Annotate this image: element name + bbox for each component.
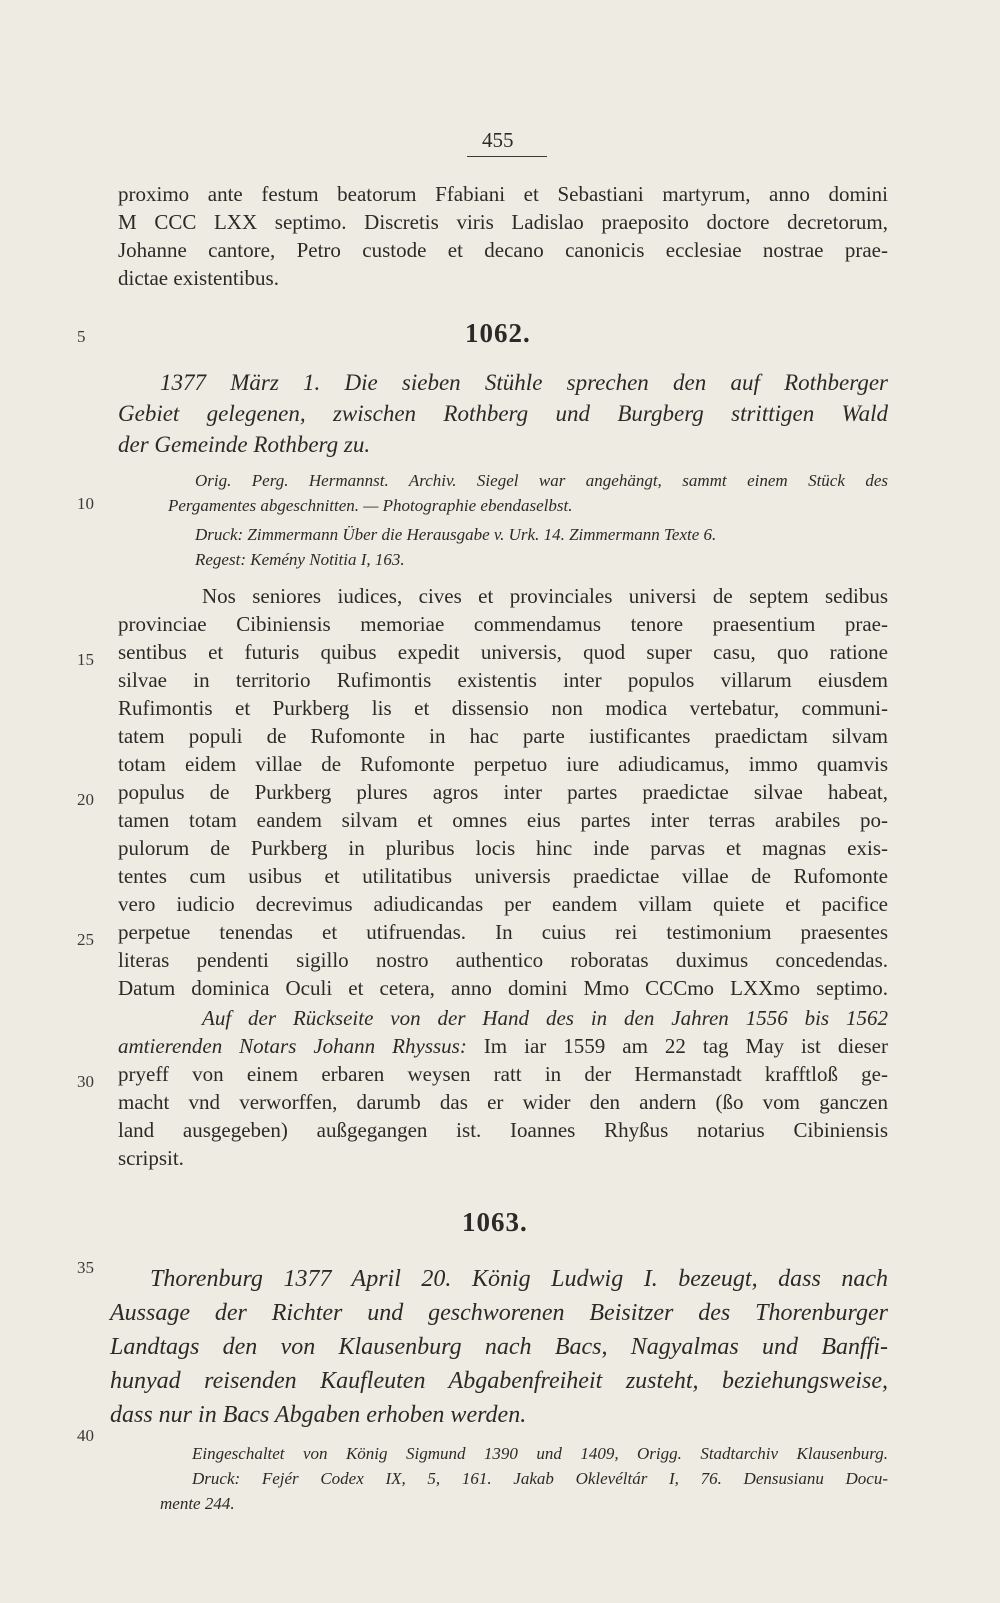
text-line: Johanne cantore, Petro custode et decano canonicis ecclesiae nostrae prae- bbox=[118, 238, 888, 262]
source-note-1062 bbox=[168, 468, 888, 572]
text-line: proximo ante festum beatorum Ffabiani et Sebastiani martyrum, anno domini bbox=[118, 182, 888, 206]
source-note-1063 bbox=[160, 1441, 888, 1516]
summary-1063 bbox=[110, 1262, 888, 1432]
intro-paragraph bbox=[118, 180, 888, 292]
text-line: Aussage der Richter und geschworenen Beisitzer des Thorenburger bbox=[110, 1300, 888, 1326]
dorsal-note-text: Im iar 1559 am 22 tag May ist dieser bbox=[466, 1034, 888, 1058]
text-line: perpetue tenendas et utifruendas. In cuius rei testimonium praesentes bbox=[118, 920, 888, 944]
text-line: silvae in territorio Rufimontis existentis inter populos villarum eiusdem bbox=[118, 668, 888, 692]
line-number-20: 20 bbox=[77, 790, 94, 809]
text-line: Druck: Fejér Codex IX, 5, 161. Jakab Oklevéltár I, 76. Densusianu Docu- bbox=[192, 1469, 888, 1488]
text-line: land ausgegeben) außgegangen ist. Ioannes Rhyßus notarius Cibiniensis bbox=[118, 1118, 888, 1142]
text-line: dass nur in Bacs Abgaben erhoben werden. bbox=[110, 1402, 527, 1428]
line-number-40: 40 bbox=[77, 1426, 94, 1445]
text-line: provinciae Cibiniensis memoriae commendamus tenore praesentium prae- bbox=[118, 612, 888, 636]
text-line: macht vnd verworffen, darumb das er wider den andern (ßo vom ganczen bbox=[118, 1090, 888, 1114]
page-number: 455 bbox=[482, 128, 514, 152]
dorsal-note-label: amtierenden Notars Johann Rhyssus: bbox=[118, 1034, 467, 1058]
text-line: Thorenburg 1377 April 20. König Ludwig I. bezeugt, dass nach bbox=[150, 1266, 888, 1292]
text-line: populus de Purkberg plures agros inter partes praedictae silvae habeat, bbox=[118, 780, 888, 804]
text-line: Landtags den von Klausenburg nach Bacs, Nagyalmas und Banffi- bbox=[110, 1334, 888, 1360]
text-line: Pergamentes abgeschnitten. — Photographie ebendaselbst. bbox=[168, 496, 573, 515]
text-line: mente 244. bbox=[160, 1494, 235, 1513]
text-line: sentibus et futuris quibus expedit universis, quod super casu, quo ratione bbox=[118, 640, 888, 664]
line-number-35: 35 bbox=[77, 1258, 94, 1277]
text-line: dictae existentibus. bbox=[118, 266, 279, 290]
text-line: Regest: Kemény Notitia I, 163. bbox=[195, 550, 405, 569]
text-line: Auf der Rückseite von der Hand des in den Jahren 1556 bis 1562 bbox=[202, 1006, 888, 1030]
text-line: scripsit. bbox=[118, 1146, 184, 1170]
page-number-rule bbox=[467, 156, 547, 157]
text-line: Gebiet gelegenen, zwischen Rothberg und Burgberg strittigen Wald bbox=[118, 401, 888, 426]
text-line: tentes cum usibus et utilitatibus universis praedictae villae de Rufomonte bbox=[118, 864, 888, 888]
text-line: pulorum de Purkberg in pluribus locis hinc inde parvas et magnas exis- bbox=[118, 836, 888, 860]
text-line: vero iudicio decrevimus adiudicandas per eandem villam quiete et pacifice bbox=[118, 892, 888, 916]
text-line: totam eidem villae de Rufomonte perpetuo iure adiudicamus, immo quamvis bbox=[118, 752, 888, 776]
text-line: Eingeschaltet von König Sigmund 1390 und 1409, Origg. Stadtarchiv Klausenburg. bbox=[192, 1444, 888, 1463]
text-line: Rufimontis et Purkberg lis et dissensio non modica vertebatur, communi- bbox=[118, 696, 888, 720]
text-line: der Gemeinde Rothberg zu. bbox=[118, 432, 371, 457]
dorsal-note-1062 bbox=[118, 1004, 888, 1172]
text-line: Nos seniores iudices, cives et provinciales universi de septem sedibus bbox=[202, 584, 888, 608]
document-number-1063: 1063. bbox=[462, 1207, 528, 1237]
line-number-15: 15 bbox=[77, 650, 94, 669]
text-line: tatem populi de Rufomonte in hac parte iustificantes praedictam silvam bbox=[118, 724, 888, 748]
line-number-10: 10 bbox=[77, 494, 94, 513]
line-number-5: 5 bbox=[77, 327, 86, 346]
text-line: Orig. Perg. Hermannst. Archiv. Siegel war angehängt, sammt einem Stück des bbox=[195, 471, 888, 490]
text-line: tamen totam eandem silvam et omnes eius partes inter terras arabiles po- bbox=[118, 808, 888, 832]
text-line bbox=[118, 1032, 888, 1060]
text-line: M CCC LXX septimo. Discretis viris Ladislao praeposito doctore decretorum, bbox=[118, 210, 888, 234]
document-number-1062: 1062. bbox=[465, 318, 531, 348]
text-line: 1377 März 1. Die sieben Stühle sprechen den auf Rothberger bbox=[160, 370, 888, 395]
text-line: Datum dominica Oculi et cetera, anno domini Mmo CCCmo LXXmo septimo. bbox=[118, 976, 888, 1000]
summary-1062 bbox=[118, 367, 888, 460]
line-number-30: 30 bbox=[77, 1072, 94, 1091]
body-1062 bbox=[118, 582, 888, 1002]
text-line: hunyad reisenden Kaufleuten Abgabenfreiheit zusteht, beziehungsweise, bbox=[110, 1368, 888, 1394]
text-line: literas pendenti sigillo nostro authentico roboratas duximus concedendas. bbox=[118, 948, 888, 972]
text-line: Druck: Zimmermann Über die Herausgabe v. Urk. 14. Zimmermann Texte 6. bbox=[195, 525, 717, 544]
line-number-25: 25 bbox=[77, 930, 94, 949]
text-line: pryeff von einem erbaren weysen ratt in der Hermanstadt krafftloß ge- bbox=[118, 1062, 888, 1086]
